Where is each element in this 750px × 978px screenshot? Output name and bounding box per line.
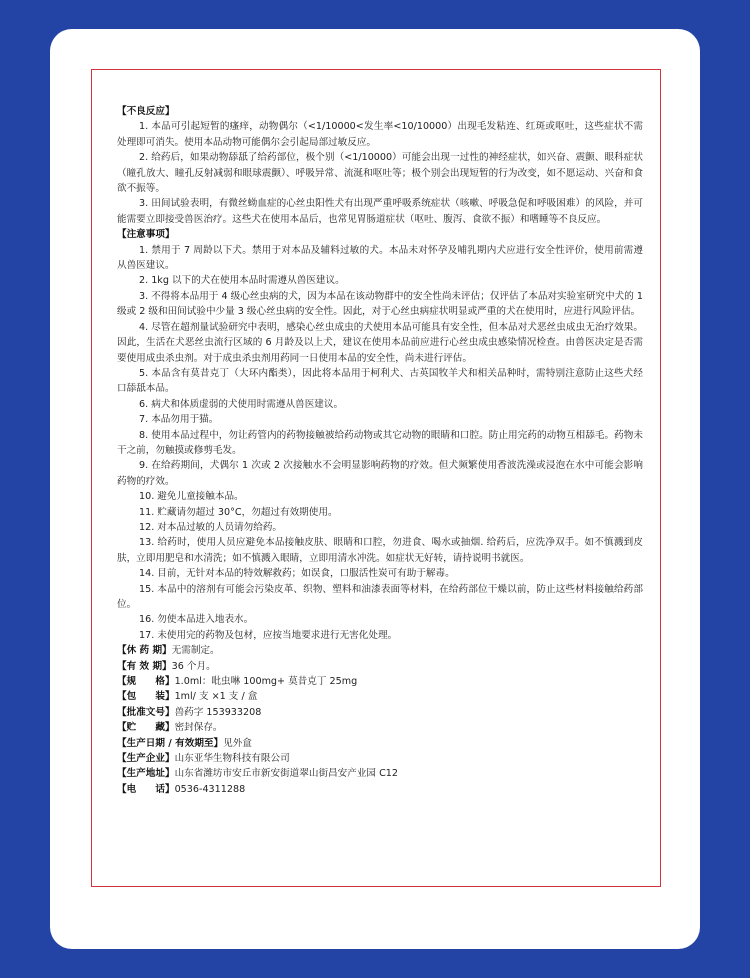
- precaution-item-7: 7. 本品勿用于猫。: [139, 414, 219, 426]
- field-label: 【生产地址】: [117, 768, 175, 780]
- address-row: [117, 766, 643, 781]
- field-value: 无需制定。: [171, 645, 220, 657]
- precaution-item-3: 3. 不得将本品用于 4 级心丝虫病的犬，因为本品在该动物群中的安全性尚未评估；仅评估了本品对实验室研究中犬的 1 级或 2 级和田间试验中少量 3 级心丝虫病的安全性。因此，对于心丝虫病症状明显或严重的犬在使用时，应进行风险评估。: [117, 290, 643, 318]
- specification-row: [117, 674, 643, 689]
- precaution-item-1: 1. 禁用于 7 周龄以下犬。禁用于对本品及辅料过敏的犬。本品未对怀孕及哺乳期内犬应进行安全性评价，使用前需遵从兽医建议。: [117, 244, 643, 272]
- precaution-item-5: 5. 本品含有莫昔克丁（大环内酯类），因此将本品用于柯利犬、古英国牧羊犬和相关品种时，需特别注意防止这些犬经口舔舐本品。: [117, 367, 643, 395]
- precautions-heading: 【注意事项】: [117, 229, 175, 241]
- manufacturer-row: [117, 751, 643, 766]
- withdrawal-period-row: [117, 643, 643, 658]
- precaution-item-12: 12. 对本品过敏的人员请勿给药。: [139, 521, 283, 533]
- field-label: 【休 药 期】: [117, 645, 172, 657]
- field-value: 见外盒: [223, 737, 252, 749]
- leaflet-content: [117, 104, 643, 797]
- precaution-item-2: 2. 1kg 以下的犬在使用本品时需遵从兽医建议。: [139, 275, 345, 287]
- package-row: [117, 689, 643, 704]
- field-label: 【包 装】: [117, 691, 175, 703]
- leaflet-card: [50, 29, 700, 949]
- field-value: 0536-4311288: [174, 783, 246, 795]
- field-value: 1ml/ 支 ×1 支 / 盒: [174, 691, 258, 703]
- field-value: 密封保存。: [174, 722, 223, 734]
- precaution-item-15: 15. 本品中的溶剂有可能会污染皮革、织物、塑料和油漆表面等材料，在给药部位干燥以前，防止这些材料接触给药部位。: [117, 583, 643, 610]
- field-label: 【有 效 期】: [117, 660, 172, 672]
- adverse-heading: 【不良反应】: [117, 106, 175, 117]
- adverse-item-1: 1. 本品可引起短暂的瘙痒，动物偶尔（<1/10000<发生率<10/10000）出现毛发粘连、红斑或呕吐，这些症状不需处理即可消失。使用本品动物可能偶尔会引起局部过敏反应。: [117, 121, 643, 148]
- phone-row: [117, 782, 643, 797]
- field-value: 1.0ml：吡虫啉 100mg+ 莫昔克丁 25mg: [174, 676, 358, 688]
- precaution-item-6: 6. 病犬和体质虚弱的犬使用时需遵从兽医建议。: [139, 398, 344, 410]
- precaution-item-10: 10. 避免儿童接触本品。: [139, 491, 244, 503]
- adverse-item-2: 2. 给药后，如果动物舔舐了给药部位，极个别（<1/10000）可能会出现一过性的神经症状，如兴奋、震颤、眼科症状（瞳孔放大、瞳孔反射减弱和眼球震颤）、呼吸异常、流涎和呕吐等；极个别会出现短暂的行为改变，如不愿运动、兴奋和食欲不振等。: [117, 152, 643, 195]
- field-label: 【电 话】: [117, 783, 175, 795]
- storage-row: [117, 720, 643, 735]
- precaution-item-11: 11. 贮藏请勿超过 30°C，勿超过有效期使用。: [139, 506, 338, 518]
- precaution-item-16: 16. 勿使本品进入地表水。: [139, 614, 254, 626]
- precaution-item-9: 9. 在给药期间，犬偶尔 1 次或 2 次接触水不会明显影响药物的疗效。但犬频繁使用香波洗澡或浸泡在水中可能会影响药物的疗效。: [117, 460, 643, 487]
- precaution-item-17: 17. 未使用完的药物及包材，应按当地要求进行无害化处理。: [139, 629, 398, 641]
- production-date-row: [117, 736, 643, 751]
- field-value: 山东亚华生物科技有限公司: [174, 753, 290, 765]
- field-label: 【贮 藏】: [117, 722, 175, 734]
- field-value: 36 个月。: [171, 660, 216, 672]
- validity-row: [117, 659, 643, 674]
- red-border-frame: [91, 69, 661, 887]
- precaution-item-8: 8. 使用本品过程中，勿让药管内的药物接触被给药动物或其它动物的眼睛和口腔。防止用完药的动物互相舔毛。药物未干之前，勿触摸或修剪毛发。: [117, 429, 643, 456]
- field-label: 【规 格】: [117, 676, 175, 688]
- precaution-item-13: 13. 给药时，使用人员应避免本品接触皮肤、眼睛和口腔，勿进食、喝水或抽烟. 给药后，应洗净双手。如不慎溅到皮肤，立即用肥皂和水清洗；如不慎溅入眼睛，立即用清水冲洗。如症状无好转，请持说明书就医。: [117, 537, 643, 564]
- precaution-item-14: 14. 目前，无针对本品的特效解救药；如误食，口服活性炭可有助于解毒。: [139, 568, 455, 580]
- field-label: 【生产日期 / 有效期至】: [117, 737, 224, 749]
- field-value: 山东省潍坊市安丘市新安街道翠山街昌安产业园 C12: [174, 768, 398, 780]
- field-value: 兽药字 153933208: [174, 706, 262, 718]
- field-label: 【批准文号】: [117, 706, 175, 718]
- approval-number-row: [117, 705, 643, 720]
- field-label: 【生产企业】: [117, 753, 175, 765]
- precaution-item-4: 4. 尽管在超剂量试验研究中表明，感染心丝虫成虫的犬使用本品可能具有安全性，但本品对犬恶丝虫成虫无治疗效果。因此，生活在犬恶丝虫流行区域的 6 月龄及以上犬，建议在使用本品前应进行心丝虫成虫感染情况检查。由兽医决定是否需要使用成虫杀虫剂。对于成虫杀虫剂用药同一日使用本品的安全性，尚未进行评估。: [117, 321, 643, 364]
- adverse-item-3: 3. 田间试验表明，有微丝蚴血症的心丝虫阳性犬有出现严重呼吸系统症状（咳嗽、呼吸急促和呼吸困难）的风险，并可能需要立即接受兽医治疗。这些犬在使用本品后，也常见胃肠道症状（呕吐、腹泻、食欲不振）和嗜睡等不良反应。: [117, 198, 643, 225]
